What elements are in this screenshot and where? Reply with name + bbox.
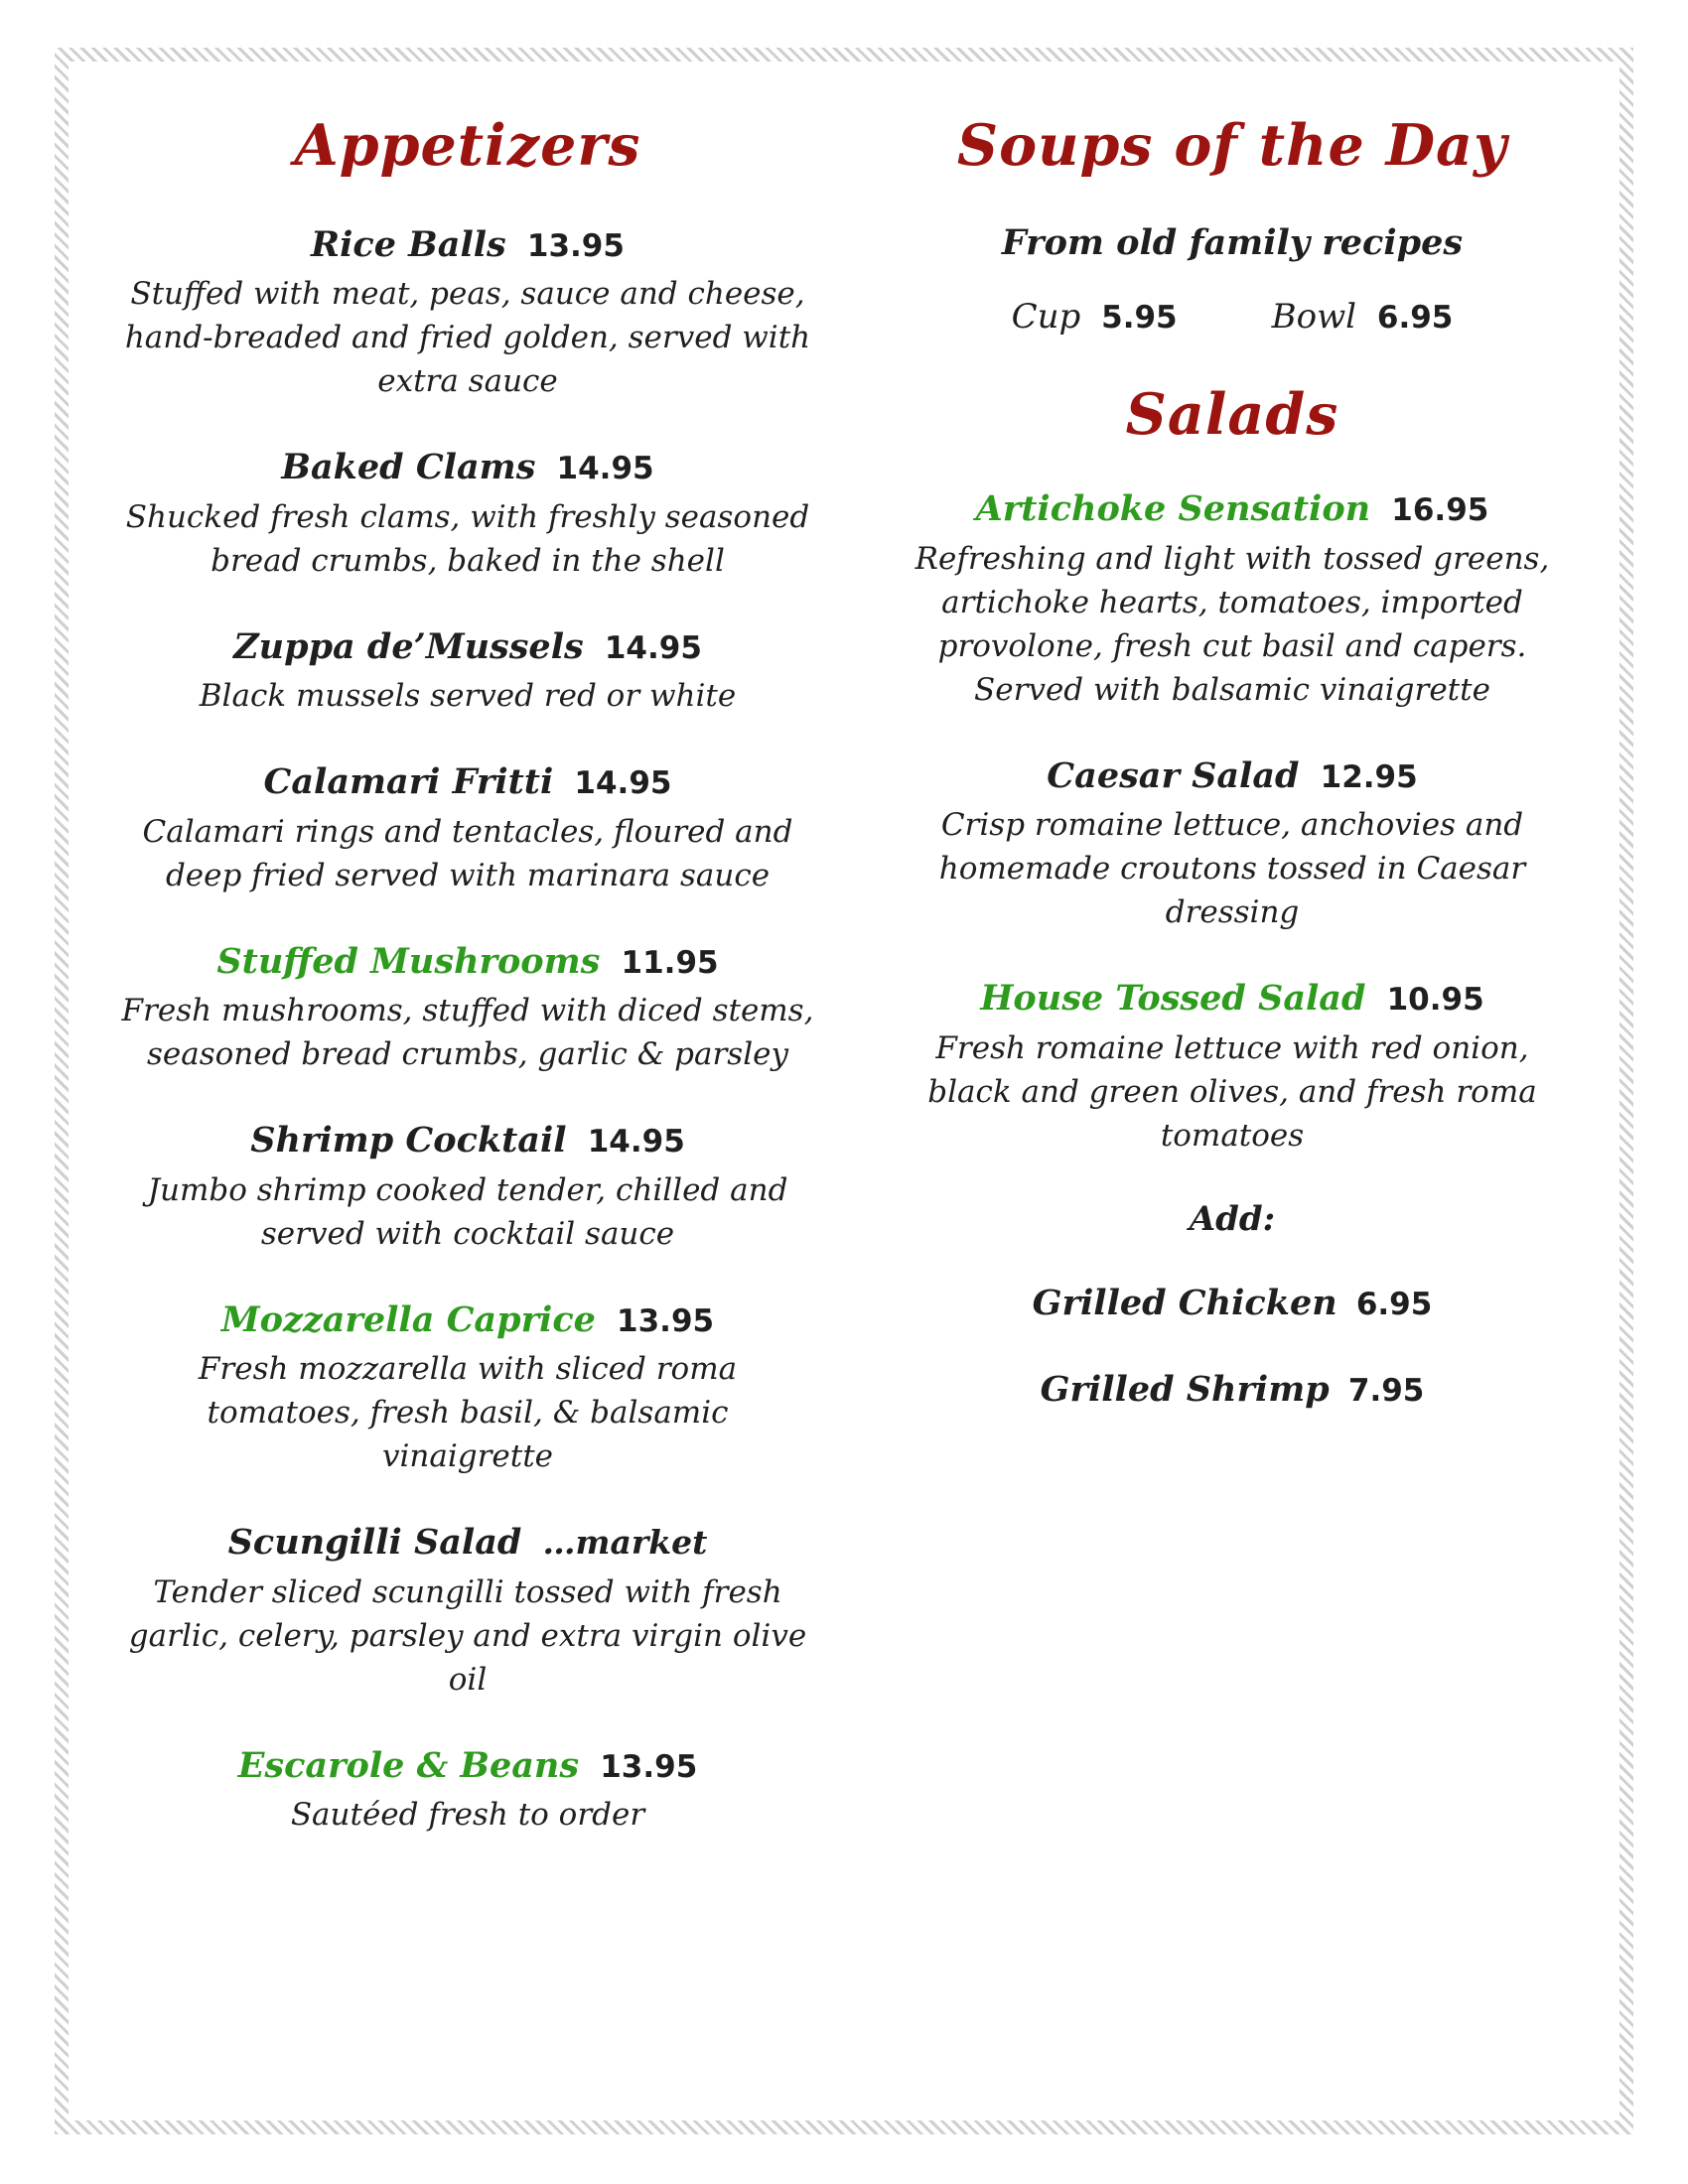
item-price: 13.95 [526, 227, 625, 264]
item-price: 13.95 [617, 1302, 715, 1339]
item-title-line [120, 1297, 815, 1344]
item-title-line [120, 759, 815, 806]
salads-add-label: Add: [1189, 1198, 1276, 1239]
item-description: Fresh romaine lettuce with red onion, black and green olives, and fresh roma tomatoes [927, 1029, 1537, 1154]
addon-grilled-shrimp [905, 1369, 1560, 1410]
item-price: 12.95 [1320, 758, 1418, 795]
item-name: Mozzarella Caprice [220, 1298, 596, 1340]
menu-item-calamari-fritti [120, 759, 815, 897]
item-price: …market [542, 1523, 708, 1563]
item-price: 10.95 [1386, 982, 1484, 1019]
menu-item-zuppa-de-mussels [120, 624, 815, 719]
item-description: Jumbo shrimp cooked tender, chilled and served with cocktail sauce [147, 1171, 788, 1252]
soup-cup-option [1012, 297, 1178, 337]
item-price: 16.95 [1391, 492, 1489, 529]
item-description: Calamari rings and tentacles, floured and deep fried served with marinara sauce [142, 813, 793, 893]
item-description: Crisp romaine lettuce, anchovies and homemade croutons tossed in Caesar dressing [938, 807, 1526, 931]
item-name: Scungilli Salad [227, 1522, 522, 1564]
menu-item-baked-clams [120, 445, 815, 583]
page-inner [69, 62, 1619, 2120]
item-name: Artichoke Sensation [975, 488, 1371, 530]
addon-name: Grilled Chicken [1032, 1282, 1337, 1323]
item-name: House Tossed Salad [980, 978, 1366, 1020]
item-price: 14.95 [604, 629, 702, 666]
menu-item-rice-balls [120, 222, 815, 404]
item-description: Sautéed fresh to order [290, 1797, 645, 1834]
soups-title: Soups of the Day [956, 112, 1508, 179]
item-name: Escarole & Beans [237, 1744, 580, 1786]
item-price: 14.95 [556, 451, 654, 487]
soup-price-line [905, 297, 1560, 337]
cup-price: 5.95 [1101, 299, 1178, 336]
item-name: Zuppa de’Mussels [233, 625, 584, 667]
addon-grilled-chicken [905, 1283, 1560, 1323]
item-description: Fresh mushrooms, stuffed with diced stems, seasoned bread crumbs, garlic & parsley [121, 993, 814, 1073]
appetizers-title: Appetizers [294, 112, 641, 179]
appetizers-column [120, 113, 815, 1878]
menu-item-escarole-beans [120, 1743, 815, 1838]
menu-item-house-tossed-salad [905, 976, 1560, 1158]
item-title-line [120, 1520, 815, 1567]
item-name: Shrimp Cocktail [250, 1120, 567, 1161]
item-name: Baked Clams [281, 447, 536, 488]
item-title-line [120, 445, 815, 491]
item-name: Rice Balls [311, 223, 506, 265]
item-title-line [120, 1743, 815, 1790]
menu-item-scungilli-salad [120, 1520, 815, 1702]
item-price: 14.95 [587, 1124, 685, 1160]
item-price: 13.95 [600, 1748, 698, 1785]
item-name: Stuffed Mushrooms [216, 940, 601, 982]
addon-price: 7.95 [1347, 1372, 1425, 1409]
menu-item-artichoke-sensation [905, 486, 1560, 712]
item-name: Caesar Salad [1047, 754, 1300, 796]
cup-label: Cup [1011, 296, 1081, 337]
menu-item-caesar-salad [905, 753, 1560, 935]
item-description: Tender sliced scungilli tossed with fresh garlic, celery, parsley and extra virgin olive oil [128, 1573, 807, 1698]
item-title-line [905, 976, 1560, 1023]
addon-name: Grilled Shrimp [1040, 1368, 1330, 1410]
item-title-line [905, 486, 1560, 533]
salads-title: Salads [1125, 380, 1339, 448]
item-description: Fresh mozzarella with sliced roma tomatoes, fresh basil, & balsamic vinaigrette [198, 1351, 738, 1475]
item-title-line [905, 753, 1560, 800]
page-border [55, 48, 1633, 2134]
soup-bowl-option [1272, 297, 1454, 337]
item-price: 14.95 [574, 765, 672, 802]
item-description: Shucked fresh clams, with freshly seasoned bread crumbs, baked in the shell [125, 498, 810, 579]
item-title-line [120, 222, 815, 269]
menu-item-mozzarella-caprice [120, 1297, 815, 1479]
item-title-line [120, 939, 815, 986]
item-price: 11.95 [621, 944, 719, 981]
menu-item-shrimp-cocktail [120, 1118, 815, 1256]
soups-subtitle: From old family recipes [1001, 221, 1464, 263]
item-name: Calamari Fritti [263, 761, 554, 803]
bowl-price: 6.95 [1376, 299, 1454, 336]
item-description: Refreshing and light with tossed greens, artichoke hearts, tomatoes, imported provolone, fresh cut basil and capers. Served with balsamic vinaigrette [914, 540, 1550, 708]
addon-price: 6.95 [1355, 1286, 1433, 1322]
item-description: Black mussels served red or white [199, 678, 737, 715]
menu-columns [120, 113, 1560, 1878]
bowl-label: Bowl [1271, 296, 1357, 337]
item-title-line [120, 624, 815, 671]
item-description: Stuffed with meat, peas, sauce and cheese, hand-breaded and fried golden, served with extra sauce [124, 276, 811, 400]
menu-item-stuffed-mushrooms [120, 939, 815, 1077]
soups-salads-column [905, 113, 1560, 1455]
item-title-line [120, 1118, 815, 1164]
